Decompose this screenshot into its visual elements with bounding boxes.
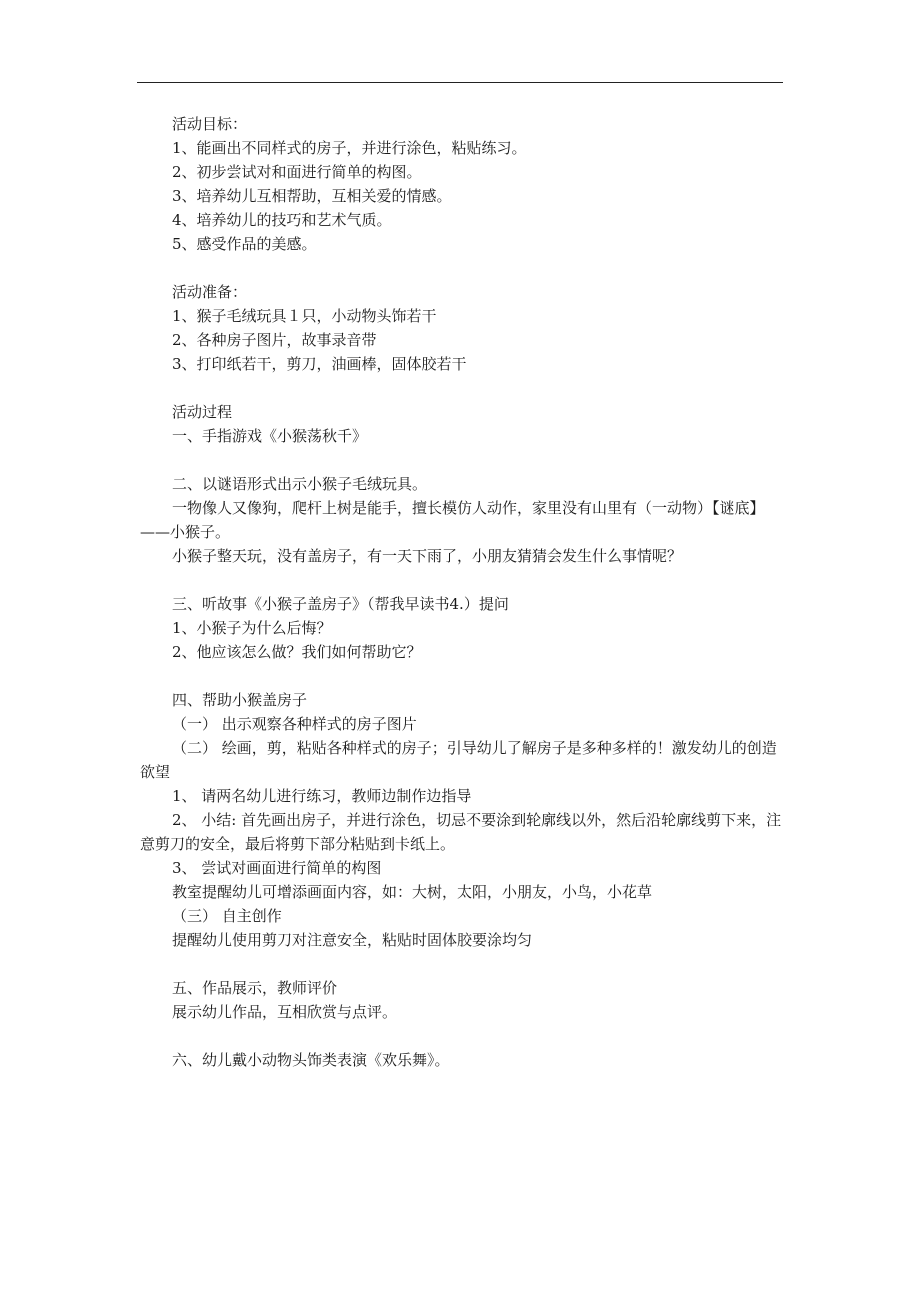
goal-item: 1、能画出不同样式的房子，并进行涂色，粘贴练习。	[172, 139, 527, 157]
question-paragraph: 小猴子整天玩，没有盖房子，有一天下雨了，小朋友猜猜会发生什么事情呢？	[172, 547, 683, 565]
goal-item: 2、初步尝试对和面进行简单的构图。	[172, 163, 422, 181]
question-item: 2、他应该怎么做？我们如何帮助它？	[172, 643, 422, 661]
prep-item: 3、打印纸若干，剪刀，油画棒，固体胶若干	[172, 355, 467, 373]
sub-step: （二） 绘画，剪，粘贴各种样式的房子；引导幼儿了解房子是多种多样的！激发幼儿的创造欲望	[140, 739, 777, 781]
spacer	[140, 952, 786, 976]
prep-item: 1、猴子毛绒玩具１只，小动物头饰若干	[172, 307, 437, 325]
step-heading: 六、幼儿戴小动物头饰类表演《欢乐舞》。	[172, 1051, 450, 1069]
goal-item: 3、培养幼儿互相帮助，互相关爱的情感。	[172, 187, 452, 205]
sub-step: （三） 自主创作	[172, 907, 282, 925]
spacer	[140, 448, 786, 472]
sub-step: （一） 出示观察各种样式的房子图片	[172, 715, 417, 733]
question-item: 1、小猴子为什么后悔？	[172, 619, 332, 637]
step-heading: 二、以谜语形式出示小猴子毛绒玩具。	[172, 475, 428, 493]
sub-item-detail: 教室提醒幼儿可增添画面内容，如：大树，太阳，小朋友，小鸟，小花草	[172, 883, 653, 901]
process-step: 一、手指游戏《小猴荡秋千》	[172, 427, 368, 445]
sub-item: 2、 小结: 首先画出房子，并进行涂色，切忌不要涂到轮廓线以外，然后沿轮廓线剪下来，注意剪刀的安全，最后将剪下部分粘贴到卡纸上。	[140, 811, 782, 853]
sub-step-detail: 提醒幼儿使用剪刀对注意安全，粘贴时固体胶要涂均匀	[172, 931, 533, 949]
step-detail: 展示幼儿作品，互相欣赏与点评。	[172, 1003, 398, 1021]
step-heading: 五、作品展示，教师评价	[172, 979, 338, 997]
spacer	[140, 376, 786, 400]
goal-item: 4、培养幼儿的技巧和艺术气质。	[172, 211, 392, 229]
sub-item: 3、 尝试对画面进行简单的构图	[172, 859, 382, 877]
prep-heading: 活动准备：	[172, 283, 248, 301]
document-body	[140, 112, 786, 1072]
step-heading: 三、听故事《小猴子盖房子》（帮我早读书4.）提问	[172, 595, 509, 613]
process-heading: 活动过程	[172, 403, 233, 421]
goal-item: 5、感受作品的美感。	[172, 235, 317, 253]
goals-heading: 活动目标：	[172, 115, 248, 133]
prep-item: 2、各种房子图片，故事录音带	[172, 331, 377, 349]
sub-item: 1、 请两名幼儿进行练习，教师边制作边指导	[172, 787, 472, 805]
spacer	[140, 1024, 786, 1048]
step-heading: 四、帮助小猴盖房子	[172, 691, 308, 709]
header-rule	[137, 82, 783, 83]
spacer	[140, 568, 786, 592]
riddle-paragraph: 一物像人又像狗，爬杆上树是能手，擅长模仿人动作，家里没有山里有（一动物）【谜底】——小猴子。	[140, 499, 765, 541]
spacer	[140, 664, 786, 688]
spacer	[140, 256, 786, 280]
